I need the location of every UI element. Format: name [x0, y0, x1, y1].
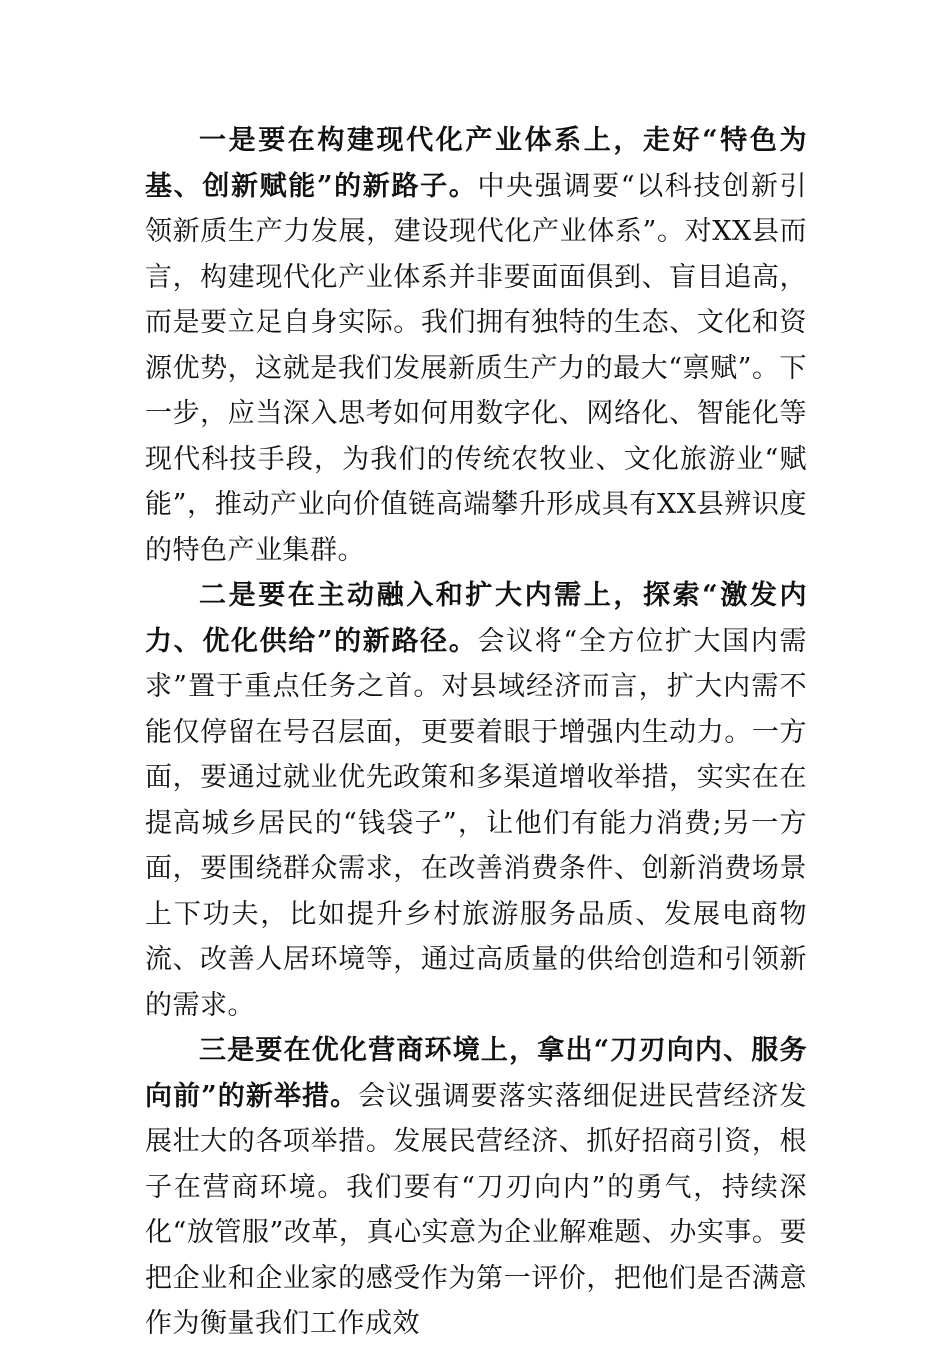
paragraph-1-lead: 一是要在构建现代化产业体系上，走好“特色为基、创新赋能”的新路子。 [145, 125, 807, 202]
paragraph-1 [145, 118, 807, 573]
paragraph-3 [145, 1028, 807, 1347]
document-page [145, 118, 807, 1347]
paragraph-3-lead: 三是要在优化营商环境上，拿出“刀刃向内、服务向前”的新举措。 [145, 1035, 807, 1112]
paragraph-1-body: 中央强调要“以科技创新引领新质生产力发展，建设现代化产业体系”。对XX县而言，构建现代化产业体系并非要面面俱到、盲目追高，而是要立足自身实际。我们拥有独特的生态、文化和资源优势，这就是我们发展新质生产力的最大“禀赋”。下一步，应当深入思考如何用数字化、网络化、智能化等现代科技手段，为我们的传统农牧业、文化旅游业“赋能”，推动产业向价值链高端攀升形成具有XX县辨识度的特色产业集群。 [145, 170, 807, 566]
paragraph-2-body: 会议将“全方位扩大国内需求”置于重点任务之首。对县域经济而言，扩大内需不能仅停留在号召层面，更要着眼于增强内生动力。一方面，要通过就业优先政策和多渠道增收举措，实实在在提高城乡居民的“钱袋子”，让他们有能力消费;另一方面，要围绕群众需求，在改善消费条件、创新消费场景上下功夫，比如提升乡村旅游服务品质、发展电商物流、改善人居环境等，通过高质量的供给创造和引领新的需求。 [145, 625, 807, 1021]
paragraph-2-lead: 二是要在主动融入和扩大内需上，探索“激发内力、优化供给”的新路径。 [145, 580, 807, 657]
paragraph-3-body: 会议强调要落实落细促进民营经济发展壮大的各项举措。发展民营经济、抓好招商引资，根子在营商环境。我们要有“刀刃向内”的勇气，持续深化“放管服”改革，真心实意为企业解难题、办实事。要把企业和企业家的感受作为第一评价，把他们是否满意作为衡量我们工作成效 [145, 1080, 808, 1339]
paragraph-2 [145, 573, 807, 1028]
